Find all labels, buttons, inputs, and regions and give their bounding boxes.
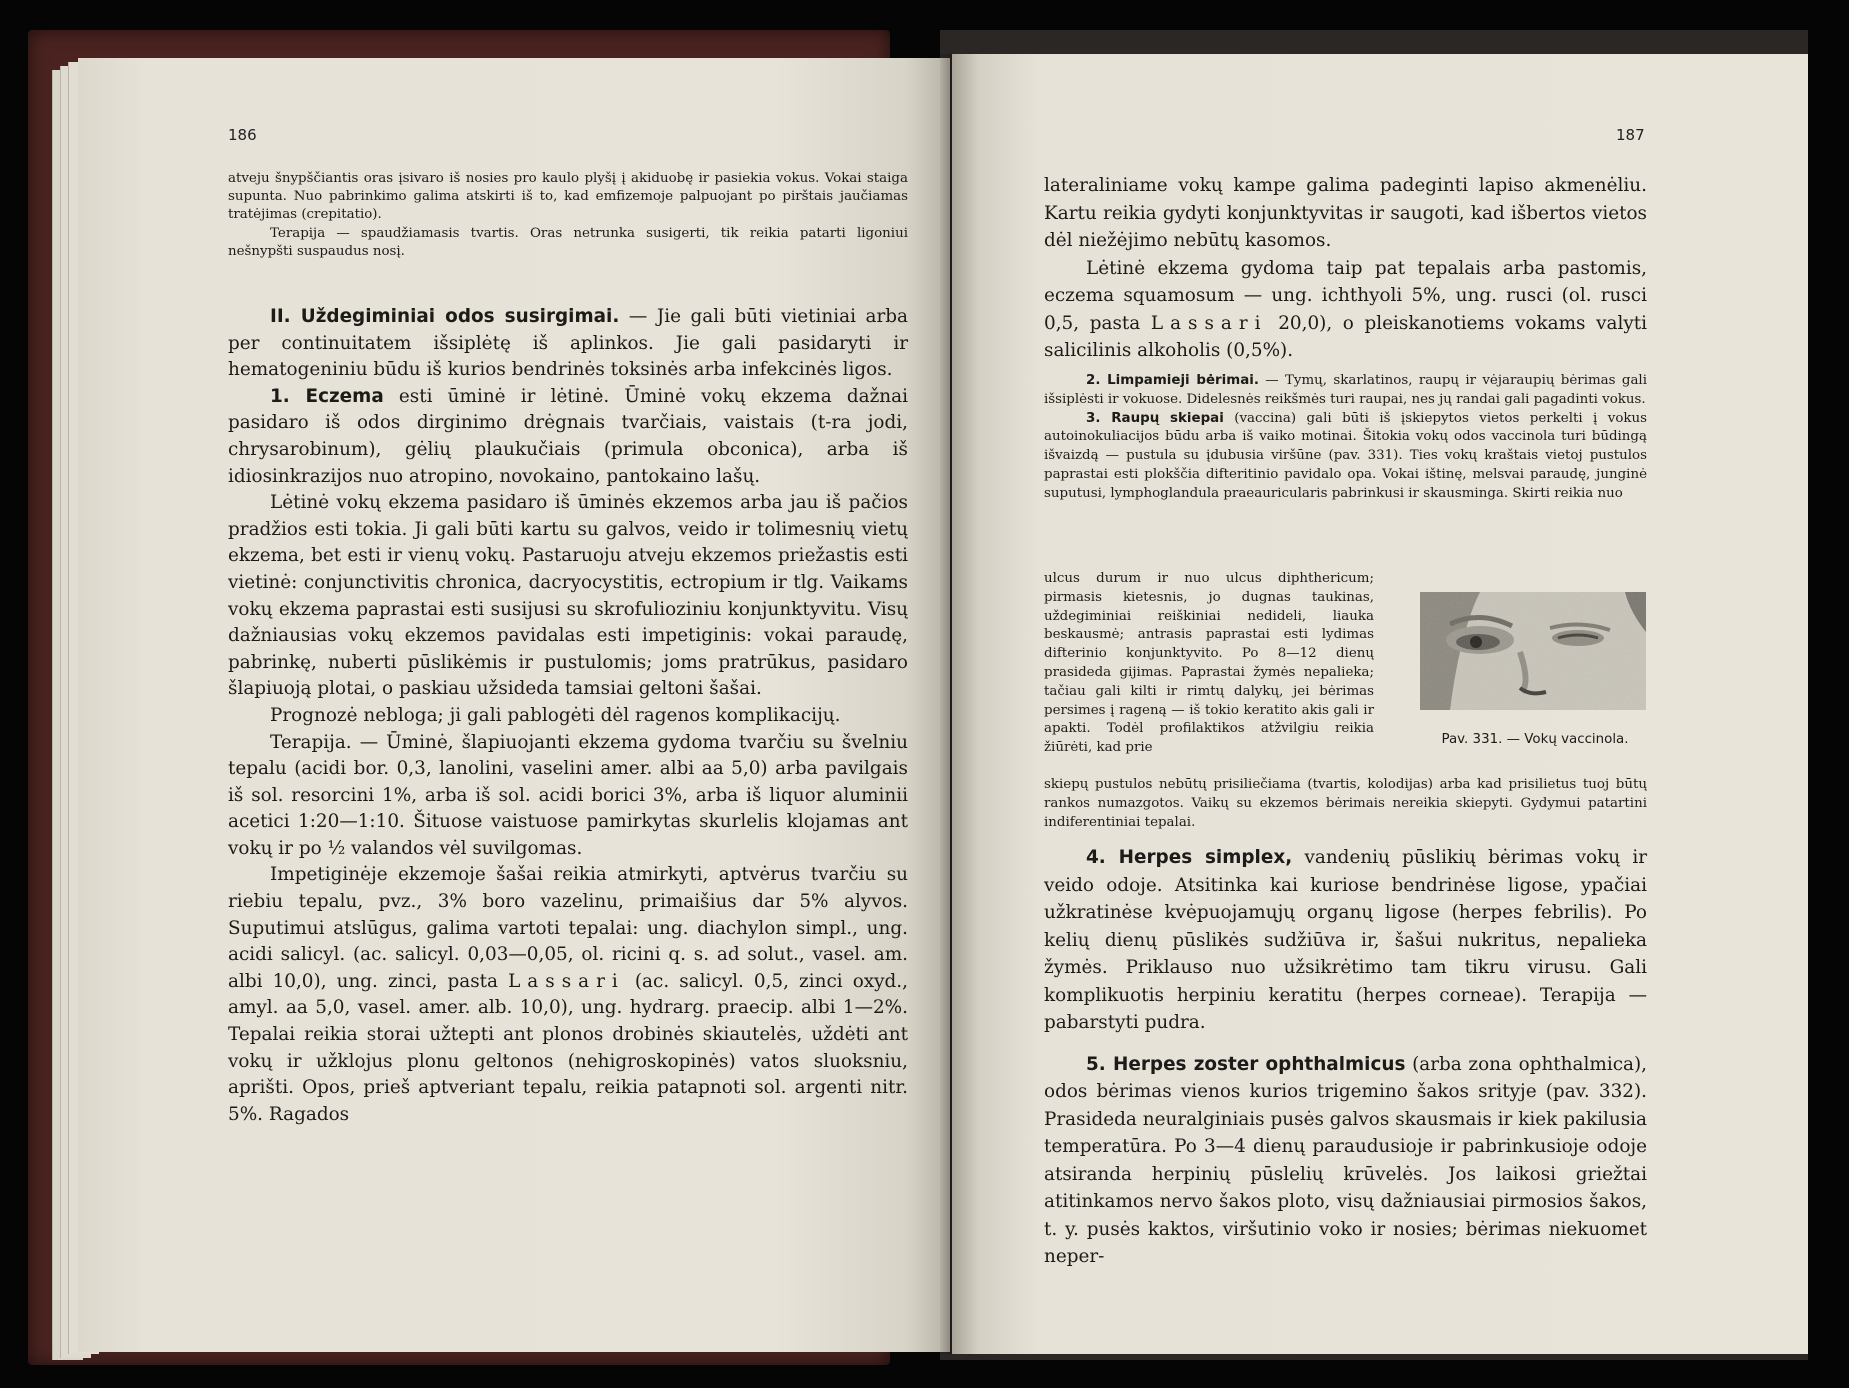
right-page [952,54,1808,1354]
page-number: 186 [228,126,257,144]
paragraph: Lėtinė vokų ekzema pasidaro iš ūminės ekzemos arba jau iš pačios pradžios esti tokia. Ji gali būti kartu su galvos, veido ir tolimesnių vietų ekzema, bet esti ir vienų vokų. Pastaruoju atveju ekzemos priežastis esti vietinė: conjunctivitis chronica, dacryocystitis, ectropium ir tlg. Vaikams vokų ekzema paprastai esti susijusi su skrofulioziniu konjunktyvitu. Visų dažniausias vokų ekzemos pavidalas esti impetiginis: vokai paraudę, pabrinkę, nuberti pūslikėmis ir pustulomis; joms pratrūkus, pasidaro šlapiuoją plotai, o paskiau užsideda tamsiai geltoni šašai. [228,492,908,700]
left-page [78,58,950,1352]
figure-caption: Pav. 331. — Vokų vaccinola. [1441,732,1629,747]
limpamieji-heading: 2. Limpamieji bėrimai. [1086,373,1259,388]
figure-photo [1420,592,1646,710]
eczema-heading: 1. Eczema [270,385,384,407]
raupu-heading: 3. Raupų skiepai [1086,410,1224,426]
paragraph-end: (ac. salicyl. 0,5, zinci oxyd., amyl. aa 5,0, vasel. amer. alb. 10,0), ung. hydrarg. praecip. albi 1—2%. Tepalai reikia storai užtepti ant plonos drobinės skiautelės, uždėti ant vokų ir užklojus plonu geltonos (nehigroskopinės) vatos sluoksniu, aprišti. Opos, prieš aptveriant tepalu, reikia patapnoti sol. argenti nitr. 5%. Ragados [228,970,908,1125]
text-block [1044,776,1647,832]
text-block [228,304,908,1128]
limpamieji-text: — Tymų, skarlatinos, raupų ir vėjaraupių bėrimas gali išsiplėsti ir vokuose. Didelesnės reikšmės turi raupai, nes jų randai gali pagadinti vokus. [1044,373,1647,407]
paragraph [1044,844,1647,1037]
section-heading: II. Uždegiminiai odos susirgimai. [270,306,620,327]
paragraph-end: 20,0), o pleiskanotiems vokams valyti salicilinis alkoholis (0,5%). [1044,312,1647,361]
paragraph: skiepų pustulos nebūtų prisiliečiama (tvartis, kolodijas) arba kad prisilietus tuoj būtų rankos numazgotos. Vaikų su ekzemos bėrimais nereikia skiepyti. Gydymui patartini indiferentiniai tepalai. [1044,777,1647,830]
wrapped-text: ulcus durum ir nuo ulcus diphthericum; pirmasis kietesnis, jo dugnas taukinas, uždegiminiai reiškiniai nedideli, liauka beskausmė; antrasis paprastai esti lydimas difterinio konjunktyvito. Po 8—12 dienų prasideda gijimas. Paprastai žymės nepalieka; tačiau gali kilti ir rimtų dalykų, jei bėrimas persimes į rageną — iš tokio keratito akis gali ir apakti. Todėl profilaktikos atžvilgiu reikia žiūrėti, kad prie [1044,571,1374,756]
paragraph-start: Lėtinė ekzema gydoma taip pat tepalais arba pastomis, eczema squamosum — ung. ichthyoli 5%, ung. rusci (ol. rusci 0,5, pasta [1044,257,1647,334]
face-photo [1420,592,1646,710]
paragraph [228,384,908,490]
herpes-simplex-heading: 4. Herpes simplex, [1086,847,1293,868]
paragraph: atveju šnypščiantis oras įsivaro iš nosies pro kaulo plyšį į akiduobę ir pasiekia vokus. Vokai staiga supunta. Nuo pabrinkimo galima atskirti iš to, kad emfizemoje palpuojant po pirštais jaučiamas tratėjimas (crepitatio). [228,171,908,223]
text-block [1044,844,1647,1271]
text-block [1044,172,1647,365]
text-block [228,170,908,261]
paragraph: Terapija. — Ūminė, šlapiuojanti ekzema gydoma tvarčiu su švelniu tepalu (acidi bor. 0,3, lanolini, vaselini amer. albi aa 5,0) arba pavilgais iš sol. resorcini 1%, arba iš sol. acidi borici 3%, arba iš liquor aluminii acetici 1:20—1:10. Šituose vaistuose pamirkytas skurlelis klojamas ant vokų ir po ½ valandos vėl suvilgomas. [228,731,908,859]
paragraph: Prognozė nebloga; ji gali pablogėti dėl ragenos komplikacijų. [270,704,841,726]
text-block [1044,372,1647,504]
section-text: — Jie gali būti vietiniai arba per continuitatem išsiplėtę iš aplinkos. Jie gali pasidaryti ir hematogeniniu būdu iš kurios bendrinės toksinės arba infekcinės ligos. [228,306,908,381]
eczema-text: esti ūminė ir lėtinė. Ūminė vokų ekzema dažnai pasidaro iš odos dirginimo drėgnais tvarčiais, vaistais (t-ra jodi, chrysarobinum), gėlių plaukučiais (primula obconica), arba iš idiosinkrazijos nuo atropino, novokaino, pantokaino lašų. [228,385,908,487]
lassari: Lassari [1150,312,1268,334]
paragraph [1044,255,1647,365]
herpes-zoster-heading: 5. Herpes zoster ophthalmicus [1086,1053,1406,1075]
paragraph [1044,410,1647,504]
herpes-simplex-text: vandenių pūslikių bėrimas vokų ir veido odoje. Atsitinka kai kuriose bendrinėse ligose, ypačiai užkratinėse kvėpuojamųjų organų ligose (herpes febrilis). Po kelių dienų pūslikės sudžiūva ir, šašui nukritus, nepalieka žymės. Priklauso nuo užsikrėtimo tam tikru virusu. Gali komplikuotis herpiniu keratitu (herpes corneae). Terapija — pabarstyti pudra. [1044,847,1647,1033]
paragraph: Terapija — spaudžiamasis tvartis. Oras netrunka susigerti, tik reikia patarti ligoniui nešnypšti suspaudus nosį. [228,225,908,259]
paragraph [1044,372,1647,410]
lassari: Lassari [508,970,625,992]
paragraph [228,304,908,384]
paragraph: lateraliniame vokų kampe galima padeginti lapiso akmenėliu. Kartu reikia gydyti konjunktyvitas ir saugoti, kad išbertos vietos dėl niežėjimo nebūtų kasomos. [1044,175,1647,251]
page-number: 187 [1616,126,1645,144]
paragraph-start: Impetiginėje ekzemoje šašai reikia atmirkyti, aptvėrus tvarčiu su riebiu tepalu, pvz., 3% boro vazelinu, primaišius dar 5% alyvos. Suputimui atslūgus, galima vartoti tepalai: ung. diachylon simpl., ung. acidi salicyl. (ac. salicyl. 0,03—0,05, ol. ricini q. s. ad solut., vasel. am. albi 10,0), ung. zinci, pasta [228,864,908,992]
paragraph [228,862,908,1128]
raupu-text: (vaccina) gali būti iš įskiepytos vietos perkelti į vokus autoinokuliacijos būdu arba iš vaiko motinai. Šitokia vokų odos vaccinola turi būdingą išvaizdą — pustula su įdubusia viršūne (pav. 331). Ties vokų kraštais vietoj pustulos paprastai esti plokščia difteritinio pavidalo opa. Vokai ištinę, melsvai paraudę, junginė suputusi, lymphoglandula praeauricularis pabrinkusi ir skausminga. Skirti reikia nuo [1044,410,1647,501]
paragraph [1044,1051,1647,1271]
herpes-zoster-text: (arba zona ophthalmica), odos bėrimas vienos kurios trigemino šakos srityje (pav. 332). Prasideda neuralginiais pusės galvos skausmais ir kiek pakilusia temperatūra. Po 3—4 dienų paraudusioje ir pabrinkusioje odoje atsiranda herpinių pūslelių krūvelės. Jos laikosi griežtai atitinkamos nervo šakos ploto, visų dažniausiai pirmosios šakos, t. y. pusės kaktos, viršutinio voko ir nosies; bėrimas niekuomet neper- [1044,1053,1647,1267]
